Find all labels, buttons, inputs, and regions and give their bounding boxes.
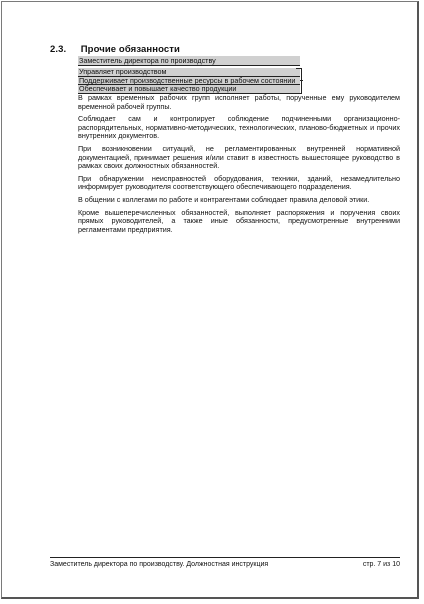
footer-title: Заместитель директора по производству. Должностная инструкция [50,561,269,568]
duty-item: Управляет производством [78,68,300,77]
paragraph: При обнаружении неисправностей оборудования, техники, зданий, незамедлительно информирует руководителя соответствующего обеспечивающего подразделения. [78,173,400,192]
paragraph: В общении с коллегами по работе и контрагентами соблюдает правила деловой этики. [78,194,370,204]
duty-item: Обеспечивает и повышает качество продукции [78,85,300,94]
paragraph: Кроме вышеперечисленных обязанностей, выполняет распоряжения и поручения своих прямых руководителей, а также иные обязанности, предусмотренные внутренними регламентами предприятия. [78,207,400,234]
section-number: 2.3. [50,44,67,55]
page-footer [50,557,400,568]
page-number: стр. 7 из 10 [362,561,400,568]
section-title: Прочие обязанности [80,44,180,55]
duties-bracket [296,68,302,94]
role-label: Заместитель директора по производству [78,56,300,65]
document-page [1,1,419,599]
duty-item: Поддерживает производственные ресурсы в рабочем состоянии [78,77,300,86]
paragraph: Соблюдает сам и контролирует соблюдение подчиненными организационно-распорядительных, нормативно-методических, технологических, планово-бюджетных и прочих внутренних документов. [78,114,400,141]
duties-list [78,68,300,94]
paragraph: При возникновении ситуаций, не регламентированных внутренней нормативной документацией, принимает решения и/или ставит в известность вышестоящее руководство в рамках своих должностных обязанностей. [78,143,400,171]
section-heading [50,44,180,55]
body-text [78,94,400,238]
paragraph: В рамках временных рабочих групп исполняет работы, порученные ему руководителем временной рабочей группы. [78,93,400,111]
